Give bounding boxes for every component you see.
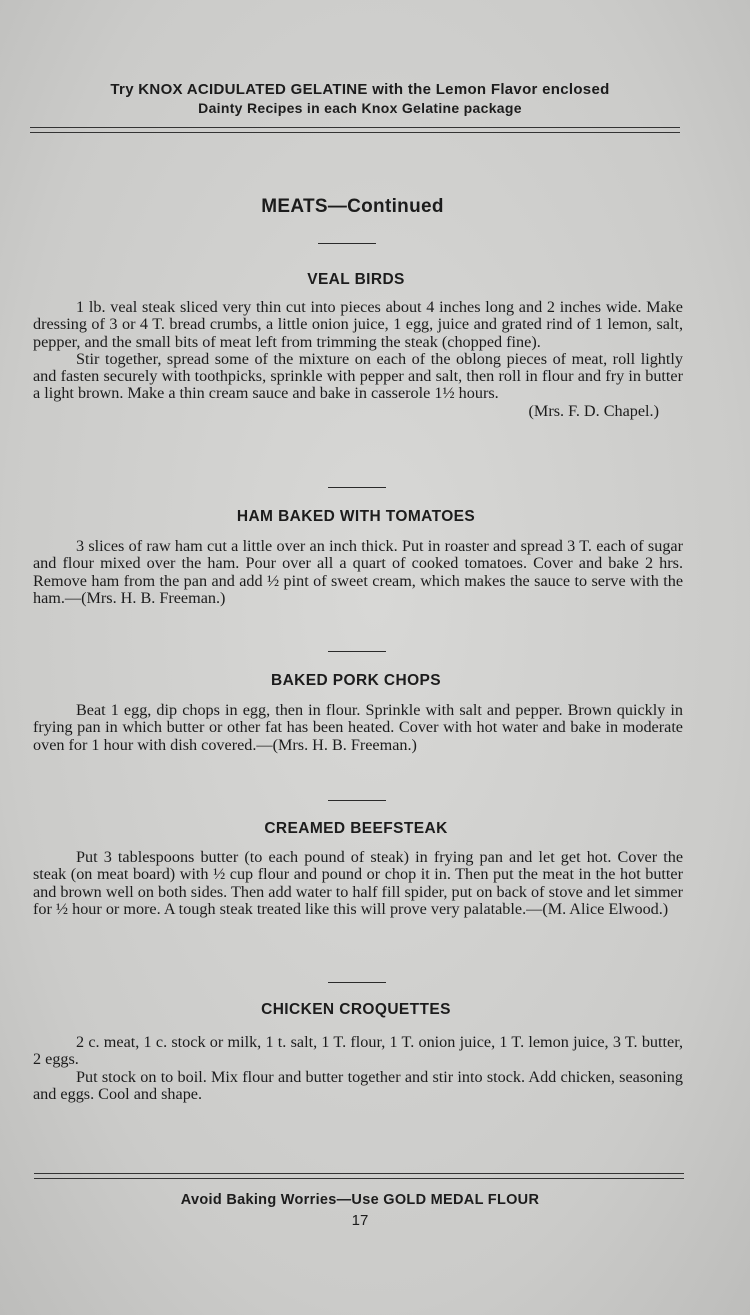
recipe-credit: (Mrs. F. D. Chapel.): [528, 401, 659, 420]
header-line-2: Dainty Recipes in each Knox Gelatine package: [198, 100, 522, 116]
recipe-paragraph: 1 lb. veal steak sliced very thin cut into pieces about 4 inches long and 2 inches wide. Make dressing of 3 or 4 T. bread crumbs, a little onion juice, 1 egg, juice and grated rind of 1 lemon, salt, pepper, and the small bits of meat left from trimming the steak (chopped fine).: [33, 298, 683, 351]
recipe-divider: [328, 487, 386, 488]
footer-advertisement: Avoid Baking Worries—Use GOLD MEDAL FLOUR: [180, 1192, 540, 1208]
recipe-body-baked-pork-chops: [33, 702, 683, 754]
recipe-paragraph: 3 slices of raw ham cut a little over an inch thick. Put in roaster and spread 3 T. each of sugar and flour mixed over the ham. Pour over all a quart of cooked tomatoes. Cover and bake 2 hrs. Remove ham from the pan and add ½ pint of sweet cream, which makes the sauce to serve with the ham.—(Mrs. H. B. Freeman.): [33, 537, 683, 607]
recipe-body-creamed-beefsteak: [33, 849, 683, 918]
recipe-paragraph: Put 3 tablespoons butter (to each pound of steak) in frying pan and let get hot. Cover the steak (on meat board) with ½ cup flour and pound or chop it in. Then put the meat in the hot butter and brown well on both sides. Then add water to half fill spider, put on back of stove and let simmer for ½ hour or more. A tough steak treated like this will prove very palatable.—(M. Alice Elwood.): [33, 848, 684, 918]
recipe-divider: [328, 651, 386, 652]
header-double-rule: [30, 127, 680, 133]
recipe-title-ham-baked-with-tomatoes: HAM BAKED WITH TOMATOES: [236, 508, 476, 525]
recipe-title-creamed-beefsteak: CREAMED BEEFSTEAK: [264, 820, 448, 837]
page-number: 17: [351, 1212, 369, 1229]
recipe-body-veal-birds: [33, 299, 683, 420]
recipe-body-chicken-croquettes: [33, 1034, 683, 1103]
recipe-paragraph: 2 c. meat, 1 c. stock or milk, 1 t. salt, 1 T. flour, 1 T. onion juice, 1 T. lemon juice, 3 T. butter, 2 eggs.: [33, 1033, 683, 1069]
recipe-paragraph: Stir together, spread some of the mixture on each of the oblong pieces of meat, roll lightly and fasten securely with toothpicks, sprinkle with pepper and salt, then roll in flour and fry in butter a light brown. Make a thin cream sauce and bake in casserole 1½ hours.: [33, 349, 683, 403]
recipe-title-baked-pork-chops: BAKED PORK CHOPS: [270, 672, 442, 689]
recipe-body-ham-baked-with-tomatoes: [33, 538, 683, 607]
recipe-paragraph: Beat 1 egg, dip chops in egg, then in flour. Sprinkle with salt and pepper. Brown quickly in frying pan in which butter or other fat has been heated. Cover with hot water and bake in moderate oven for 1 hour with dish covered.—(Mrs. H. B. Freeman.): [33, 701, 683, 754]
footer-double-rule: [34, 1173, 684, 1179]
recipe-divider: [328, 982, 386, 983]
recipe-divider: [328, 800, 386, 801]
header-line-1: Try KNOX ACIDULATED GELATINE with the Lemon Flavor enclosed: [110, 81, 610, 98]
recipe-title-chicken-croquettes: CHICKEN CROQUETTES: [261, 1001, 451, 1018]
section-divider: [318, 243, 376, 244]
section-title: MEATS—Continued: [261, 196, 444, 217]
recipe-title-veal-birds: VEAL BIRDS: [307, 271, 405, 288]
header-advertisement: [30, 80, 690, 117]
recipe-paragraph: Put stock on to boil. Mix flour and butter together and stir into stock. Add chicken, seasoning and eggs. Cool and shape.: [33, 1067, 683, 1103]
